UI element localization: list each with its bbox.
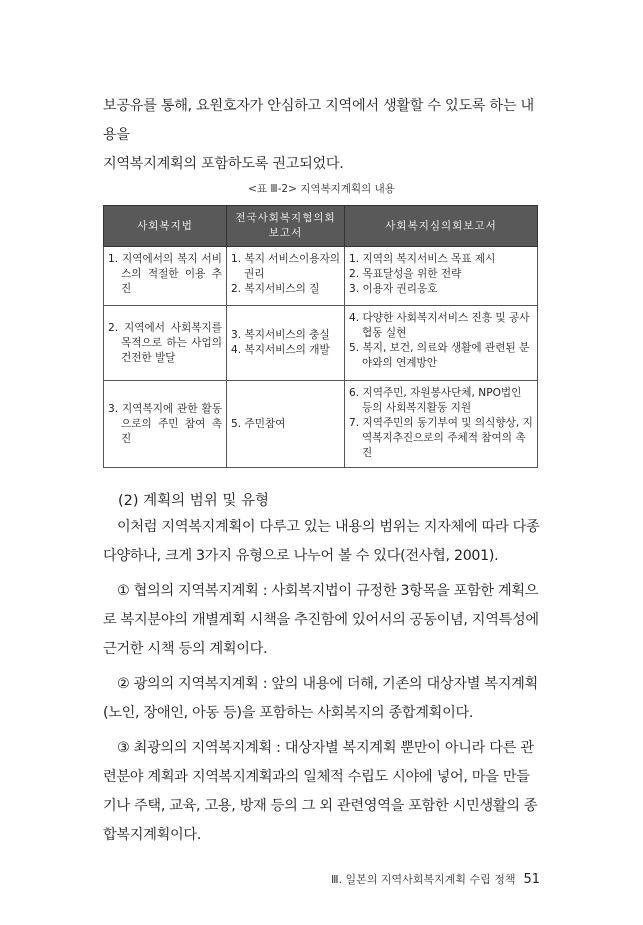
- table-cell: [104, 306, 227, 381]
- list-item: 1. 지역에서의 복지 서비스의 적절한 이용 추진: [108, 253, 222, 295]
- chapter-title: Ⅲ. 일본의 지역사회복지계획 수립 정책: [330, 873, 516, 886]
- list-item: 4. 다양한 사회복지서비스 진흥 및 공사협동 실현: [349, 312, 530, 339]
- table-cell: [227, 381, 345, 468]
- list-item: 2. 지역에서 사회복지를 목적으로 하는 사업의 건전한 발달: [108, 321, 222, 364]
- list-item: 2. 목표달성을 위한 전략: [349, 268, 462, 280]
- body-paragraph: 이처럼 지역복지계획이 다루고 있는 내용의 범위는 지자체에 따라 다종다양하나, 크게 3가지 유형으로 나누어 볼 수 있다(전사협, 2001).: [103, 519, 540, 564]
- list-item: 5. 복지, 보건, 의료와 생활에 관련된 분야와의 연계방안: [349, 342, 530, 369]
- list-item: 1. 복지 서비스이용자의 권리: [231, 253, 340, 280]
- list-item: 1. 지역의 복지서비스 목표 제시: [349, 253, 496, 265]
- body-paragraph: ③ 최광의의 지역복지계획 : 대상자별 복지계획 뿐만이 아니라 다른 관련분야 계획과 지역복지계획과의 일체적 수립도 시야에 넣어, 마을 만들기나 주택, 교육, 고용, 방재 등의 그 외 관련영역을 포함한 시민생활의 종합복지계획이다.: [103, 740, 538, 843]
- page-footer: [331, 871, 540, 887]
- table-cell: [227, 306, 345, 381]
- table-cell: [227, 247, 345, 306]
- intro-line: 보공유를 통해, 요원호자가 안심하고 지역에서 생활할 수 있도록 하는 내용을: [103, 98, 534, 143]
- header-social-welfare-law: 사회복지법: [104, 206, 227, 247]
- table-caption: <표 Ⅲ-2> 지역복지계획의 내용: [248, 183, 395, 195]
- header-national-council-report: 전국사회복지협의회 보고서: [227, 206, 345, 247]
- table-cell: [345, 247, 538, 306]
- list-item: 7. 지역주민의 동기부여 및 의식향상, 지역복지추진으로의 주체적 참여의 촉진: [349, 417, 533, 459]
- table-cell: [345, 381, 538, 468]
- page-number: 51: [523, 872, 540, 887]
- table-row: [104, 306, 538, 381]
- section-heading: (2) 계획의 범위 및 유형: [118, 493, 270, 509]
- table-cell: [345, 306, 538, 381]
- table-header-row: [104, 206, 538, 247]
- body-paragraph: ② 광의의 지역복지계획 : 앞의 내용에 더해, 기존의 대상자별 복지계획(노인, 장애인, 아동 등)을 포함하는 사회복지의 종합계획이다.: [103, 676, 538, 721]
- list-item: 3. 이용자 권리옹호: [349, 283, 438, 295]
- intro-paragraph: [103, 92, 543, 179]
- welfare-plan-table: [103, 205, 538, 468]
- list-item: 3. 지역복지에 관한 활동으로의 주민 참여 촉진: [108, 402, 222, 445]
- list-item: 2. 복지서비스의 질: [231, 283, 320, 295]
- body-paragraph: ① 협의의 지역복지계획 : 사회복지법이 규정한 3항목을 포함한 계획으로 복지분야의 개별계획 시책을 추진함에 있어서의 공동이념, 지역특성에 근거한 시책 등의 계획이다.: [103, 583, 539, 657]
- intro-line: 지역복지계획의 포함하도록 권고되었다.: [103, 156, 344, 172]
- table-cell: [104, 247, 227, 306]
- list-item: 5. 주민참여: [231, 417, 286, 430]
- table-row: [104, 247, 538, 306]
- body-text: [103, 513, 543, 850]
- table-row: [104, 381, 538, 468]
- list-item: 6. 지역주민, 자원봉사단체, NPO법인 등의 사회복지활동 지원: [349, 387, 522, 414]
- list-item: 4. 복지서비스의 개발: [231, 344, 330, 356]
- header-deliberation-council-report: 사회복지심의회보고서: [345, 206, 538, 247]
- table-cell: [104, 381, 227, 468]
- list-item: 3. 복지서비스의 충실: [231, 329, 330, 341]
